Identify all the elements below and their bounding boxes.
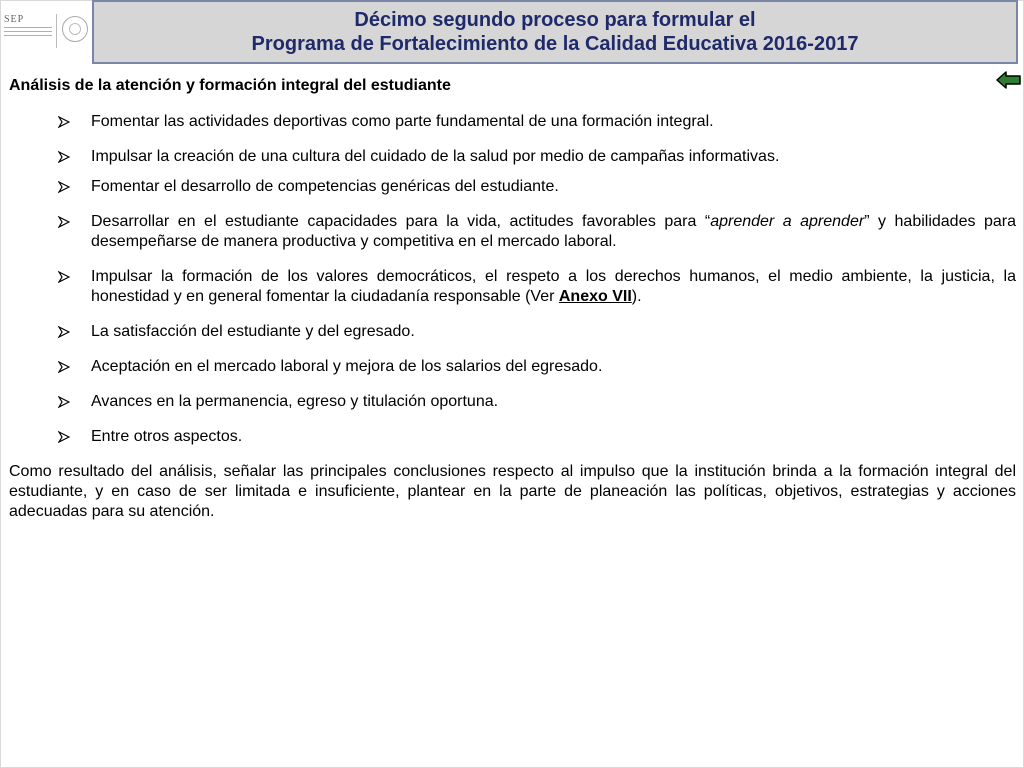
item-text-post: ” y habilidades para desempeñarse de manera productiva y competitiva en el mercado laboral. <box>91 213 1016 250</box>
list-item <box>9 147 1016 167</box>
title-line-2: Programa de Fortalecimiento de la Calidad Educativa 2016-2017 <box>251 33 859 55</box>
list-item <box>9 212 1016 252</box>
arrowhead-bullet-icon <box>58 396 70 408</box>
list-item <box>9 392 1016 412</box>
list-item <box>9 177 1016 197</box>
item-text-emphasis: aprender a aprender <box>710 213 865 230</box>
title-box <box>92 0 1018 64</box>
sep-logo-text: SEP <box>4 14 25 25</box>
arrowhead-bullet-icon <box>58 151 70 163</box>
list-item <box>9 357 1016 377</box>
item-text: La satisfacción del estudiante y del egresado. <box>91 323 415 340</box>
arrowhead-bullet-icon <box>58 326 70 338</box>
arrowhead-bullet-icon <box>58 181 70 193</box>
list-item <box>9 112 1016 132</box>
conclusion-paragraph: Como resultado del análisis, señalar las principales conclusiones respecto al impulso que la institución brinda a la formación integral del estudiante, y en caso de ser limitada e insuficiente, plantear en la parte de planeación las políticas, objetivos, estrategias y acciones adecuadas para su atención. <box>9 463 1016 520</box>
logo-divider <box>56 14 57 48</box>
arrowhead-bullet-icon <box>58 361 70 373</box>
item-text: Impulsar la creación de una cultura del cuidado de la salud por medio de campañas informativas. <box>91 148 780 165</box>
item-text-pre: Impulsar la formación de los valores democráticos, el respeto a los derechos humanos, el medio ambiente, la justicia, la honestidad y en general fomentar la ciudadanía responsable (Ver <box>91 268 1016 305</box>
sep-logo <box>4 14 90 50</box>
item-text: Fomentar las actividades deportivas como parte fundamental de una formación integral. <box>91 113 714 130</box>
item-text-pre: Desarrollar en el estudiante capacidades para la vida, actitudes favorables para “ <box>91 213 711 230</box>
arrowhead-bullet-icon <box>58 271 70 283</box>
item-text: Fomentar el desarrollo de competencias genéricas del estudiante. <box>91 178 559 195</box>
list-item <box>9 322 1016 342</box>
national-seal-icon <box>62 16 88 42</box>
list-item <box>9 427 1016 447</box>
arrowhead-bullet-icon <box>58 116 70 128</box>
arrowhead-bullet-icon <box>58 431 70 443</box>
item-text: Avances en la permanencia, egreso y titulación oportuna. <box>91 393 499 410</box>
section-heading: Análisis de la atención y formación integral del estudiante <box>9 77 451 94</box>
logo-lines <box>4 27 52 39</box>
item-text: Entre otros aspectos. <box>91 428 243 445</box>
item-list <box>9 112 1016 447</box>
item-text-post: ). <box>631 288 642 305</box>
list-item <box>9 267 1016 307</box>
item-text: Aceptación en el mercado laboral y mejora de los salarios del egresado. <box>91 358 603 375</box>
content-area <box>9 76 1016 522</box>
arrowhead-bullet-icon <box>58 216 70 228</box>
anexo-vii-link[interactable]: Anexo VII <box>558 288 632 305</box>
title-line-1: Décimo segundo proceso para formular el <box>354 9 756 31</box>
